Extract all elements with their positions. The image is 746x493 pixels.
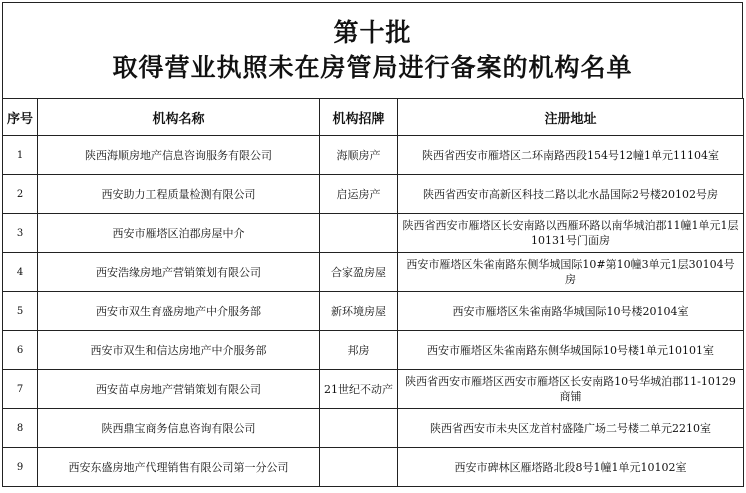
- header-brand: 机构招牌: [320, 99, 398, 136]
- row-no: 9: [3, 448, 38, 487]
- row-brand: [320, 214, 398, 253]
- row-brand: [320, 409, 398, 448]
- row-brand: 新环境房屋: [320, 292, 398, 331]
- table-row: [3, 175, 744, 214]
- table-row: [3, 331, 744, 370]
- row-name: 西安市双生育盛房地产中介服务部: [38, 292, 320, 331]
- table-row: [3, 136, 744, 175]
- row-no: 5: [3, 292, 38, 331]
- row-address: 陕西省西安市未央区龙首村盛隆广场二号楼二单元2210室: [398, 409, 744, 448]
- row-brand: 启运房产: [320, 175, 398, 214]
- table-row: [3, 409, 744, 448]
- row-brand: 合家盈房屋: [320, 253, 398, 292]
- table-row: [3, 448, 744, 487]
- row-brand: 邦房: [320, 331, 398, 370]
- row-address: 西安市雁塔区朱雀南路东侧华城国际10#第10幢3单元1层30104号房: [398, 253, 744, 292]
- row-no: 6: [3, 331, 38, 370]
- header-no: 序号: [3, 99, 38, 136]
- row-name: 西安市雁塔区泊郡房屋中介: [38, 214, 320, 253]
- row-no: 4: [3, 253, 38, 292]
- row-name: 西安浩缘房地产营销策划有限公司: [38, 253, 320, 292]
- row-address: 西安市雁塔区朱雀南路华城国际10号楼20104室: [398, 292, 744, 331]
- document-title-main: 取得营业执照未在房管局进行备案的机构名单: [112, 53, 633, 82]
- header-name: 机构名称: [38, 99, 320, 136]
- document-title-batch: 第十批: [333, 18, 412, 47]
- row-name: 西安市双生和信达房地产中介服务部: [38, 331, 320, 370]
- table-row: [3, 214, 744, 253]
- institution-table: [2, 98, 744, 487]
- row-name: 西安助力工程质量检测有限公司: [38, 175, 320, 214]
- row-address: 陕西省西安市雁塔区二环南路西段154号12幢1单元11104室: [398, 136, 744, 175]
- table-row: [3, 292, 744, 331]
- row-name: 陕西鼎宝商务信息咨询有限公司: [38, 409, 320, 448]
- table-row: [3, 370, 744, 409]
- row-brand: 海顺房产: [320, 136, 398, 175]
- row-no: 8: [3, 409, 38, 448]
- row-no: 1: [3, 136, 38, 175]
- table-header-row: [3, 99, 744, 136]
- row-name: 陕西海顺房地产信息咨询服务有限公司: [38, 136, 320, 175]
- row-name: 西安东盛房地产代理销售有限公司第一分公司: [38, 448, 320, 487]
- header-address: 注册地址: [398, 99, 744, 136]
- row-brand: [320, 448, 398, 487]
- title-block: [2, 2, 743, 98]
- row-name: 西安苗卓房地产营销策划有限公司: [38, 370, 320, 409]
- row-address: 陕西省西安市雁塔区长安南路以西雁环路以南华城泊郡11幢1单元1层10131号门面房: [398, 214, 744, 253]
- row-address: 西安市碑林区雁塔路北段8号1幢1单元10102室: [398, 448, 744, 487]
- row-no: 7: [3, 370, 38, 409]
- row-address: 陕西省西安市雁塔区西安市雁塔区长安南路10号华城泊郡11-10129商铺: [398, 370, 744, 409]
- row-no: 3: [3, 214, 38, 253]
- row-no: 2: [3, 175, 38, 214]
- table-row: [3, 253, 744, 292]
- row-brand: 21世纪不动产: [320, 370, 398, 409]
- row-address: 陕西省西安市高新区科技二路以北水晶国际2号楼20102号房: [398, 175, 744, 214]
- row-address: 西安市雁塔区朱雀南路东侧华城国际10号楼1单元10101室: [398, 331, 744, 370]
